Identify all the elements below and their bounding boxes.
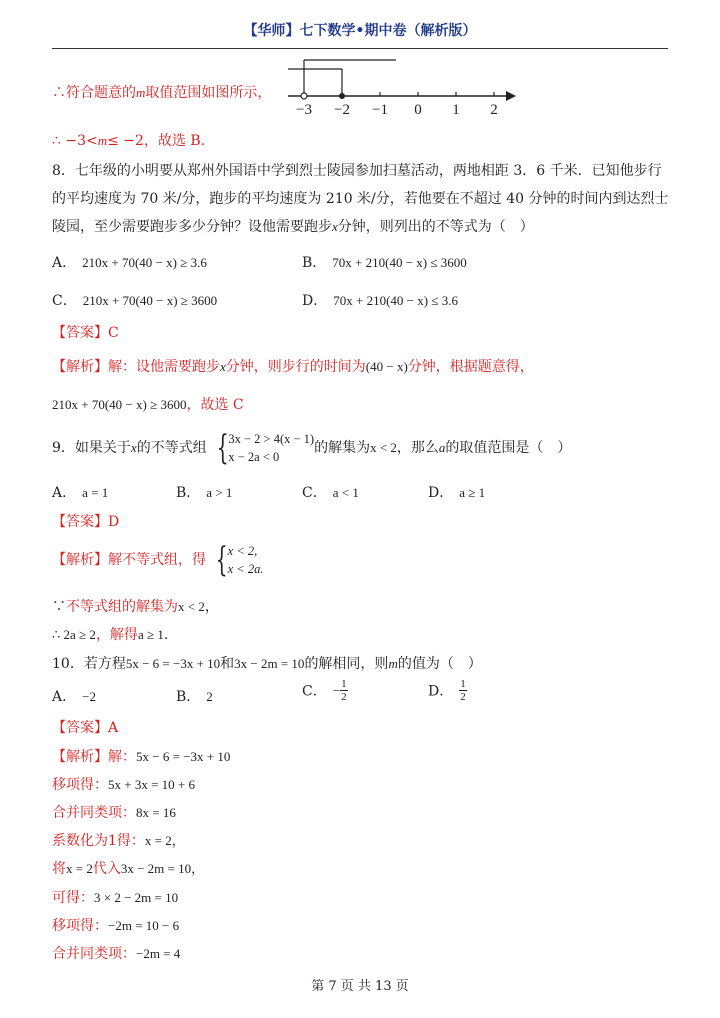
header-title: 【华师】七下数学•期中卷（解析版）	[243, 23, 477, 39]
prev-conclusion	[52, 82, 271, 102]
q10-step-8	[52, 943, 180, 963]
prev-conclusion-rest: 取值范围如图所示，	[145, 85, 272, 101]
q10-step-2-expr: 5x + 3x = 10 + 6	[108, 777, 195, 792]
q10-option-b-label: B．	[176, 689, 201, 705]
q8-option-c-label: C．	[52, 293, 77, 309]
q8-option-a[interactable]	[52, 252, 207, 272]
number-line-tick-label: −2	[334, 102, 350, 118]
q9-therefore-end: .	[163, 627, 169, 643]
q10-option-a-label: A．	[52, 689, 77, 705]
q8-analysis-var: x	[220, 359, 226, 374]
q9-stem-c: 的解集为	[314, 440, 371, 456]
q10-option-d[interactable]	[428, 678, 467, 703]
q10-stem-var: m	[388, 656, 398, 671]
q10-step-3-expr: 8x = 16	[136, 805, 176, 820]
q10-stem-d: 的值为（ ）	[397, 656, 482, 672]
q9-system-line-2: x − 2a < 0	[228, 450, 280, 464]
q9-option-a[interactable]	[52, 482, 108, 502]
q8-stem-var: x	[332, 219, 338, 234]
q9-option-c-label: C．	[302, 485, 327, 501]
q9-analysis	[52, 542, 264, 578]
q9-stem-var: x	[130, 440, 137, 455]
q8-option-b-label: B．	[302, 255, 327, 271]
number-line-tick-label: −3	[296, 102, 312, 118]
q10-step-7	[52, 915, 179, 935]
q10-option-c[interactable]	[302, 678, 348, 703]
q8-option-d[interactable]	[302, 290, 458, 310]
q9-stem	[52, 430, 571, 466]
q9-stem-e: 的取值范围是（ ）	[445, 440, 572, 456]
q9-option-d-label: D．	[428, 485, 454, 501]
q8-option-b[interactable]	[302, 252, 467, 272]
prev-final-m: m	[97, 133, 108, 148]
q8-stem-line-2: 的平均速度为 70 米/分，跑步的平均速度为 210 米/分，若他要在不超过 40 分钟的时间内到达烈士	[52, 191, 669, 207]
q8-equation-end: ，故选 C	[186, 397, 244, 413]
q10-option-c-sign: −	[332, 682, 341, 698]
q8-option-c-text: 210x + 70(40 − x) ≥ 3600	[82, 293, 218, 308]
q10-step-3	[52, 802, 176, 822]
q10-step-4-expr: x = 2，	[144, 833, 185, 848]
prev-conclusion-text: ∴符合题意的	[52, 85, 136, 101]
q9-system	[228, 430, 314, 466]
q9-solution-system	[228, 542, 264, 578]
q9-option-d-text: a ≥ 1	[459, 485, 486, 500]
q8-stem-line-1: 8．七年级的小明要从郑州外国语中学到烈士陵园参加扫墓活动，两地相距 3．6 千米．已知他步行	[52, 163, 662, 179]
q9-because-expr: x < 2	[178, 599, 205, 614]
q8-option-c[interactable]	[52, 290, 217, 310]
prev-final-rest: ≤ −2，故选 B.	[107, 133, 206, 149]
q8-stem-3a: 陵园，至少需要跑步多少分钟？设他需要跑步	[52, 219, 332, 235]
q10-step-7-expr: −2m = 10 − 6	[108, 918, 180, 933]
page-number: 第 7 页 共 13 页	[311, 979, 409, 994]
q10-step-8-expr: −2m = 4	[136, 946, 181, 961]
open-point	[301, 93, 307, 99]
q10-option-c-label: C．	[302, 683, 327, 700]
q8-option-a-label: A．	[52, 255, 77, 271]
q10-step-5-label: 将	[52, 861, 66, 877]
q8-analysis-expr: (40 − x)	[365, 359, 408, 374]
q10-option-d-label: D．	[428, 683, 454, 700]
number-line-tick-label: 1	[452, 102, 460, 118]
closed-point	[339, 93, 345, 99]
q9-analysis-head: 【解析】解不等式组，得	[52, 552, 206, 568]
q10-step-2-label: 移项得：	[52, 777, 108, 793]
q9-system-line-1: 3x − 2 > 4(x − 1)	[228, 432, 315, 446]
q10-step-1-label: 【解析】解：	[52, 749, 136, 765]
q9-therefore-result: a ≥ 1	[137, 627, 164, 642]
q10-stem-c: 的解相同，则	[304, 656, 389, 672]
q9-option-a-label: A．	[52, 485, 77, 501]
q10-step-3-label: 合并同类项：	[52, 805, 136, 821]
q9-therefore	[52, 624, 168, 644]
q9-option-d[interactable]	[428, 482, 485, 502]
q10-option-b-text: 2	[206, 689, 213, 704]
q8-option-d-text: 70x + 210(40 − x) ≤ 3.6	[333, 293, 458, 308]
q9-option-c-text: a < 1	[332, 485, 359, 500]
q9-system-brace: {	[216, 428, 229, 468]
q8-equation	[52, 394, 244, 414]
q8-option-d-label: D．	[302, 293, 328, 309]
q10-step-6-expr: 3 × 2 − 2m = 10	[94, 890, 179, 905]
q9-solution-brace: {	[215, 540, 228, 580]
q10-equation-1: 5x − 6 = −3x + 10	[125, 656, 221, 671]
q10-option-c-numerator: 1	[341, 678, 347, 690]
prev-final-text: ∴ −3<	[52, 133, 98, 149]
prev-conclusion-var: m	[136, 85, 146, 100]
q10-step-5-expr2: 3x − 2m = 10，	[120, 861, 205, 876]
q10-step-1	[52, 746, 230, 766]
q9-solution-line-2: x < 2a.	[227, 562, 264, 576]
q9-stem-b: 的不等式组	[136, 440, 207, 456]
q9-option-c[interactable]	[302, 482, 359, 502]
number-line-tick-label: 2	[490, 102, 498, 118]
q9-because-text: 不等式组的解集为	[66, 599, 178, 615]
number-line-tick-label: −1	[372, 102, 388, 118]
q9-stem-d: ，那么	[396, 440, 439, 456]
q10-step-4-label: 系数化为1得：	[52, 833, 145, 849]
q10-step-8-label: 合并同类项：	[52, 946, 136, 962]
prev-final	[52, 130, 205, 150]
q9-option-b-label: B．	[176, 485, 201, 501]
number-line-arrow	[506, 91, 516, 101]
q10-step-5	[52, 858, 204, 878]
q9-answer: 【答案】D	[52, 514, 120, 530]
q8-equation-expr: 210x + 70(40 − x) ≥ 3600	[52, 397, 187, 412]
q10-step-2	[52, 774, 195, 794]
q10-step-7-label: 移项得：	[52, 918, 108, 934]
q10-step-5-label2: 代入	[92, 861, 121, 877]
number-line-tick-label: 0	[414, 102, 422, 118]
q9-because-end: ，	[204, 599, 219, 615]
q9-option-a-text: a = 1	[82, 485, 109, 500]
q10-option-c-denominator: 2	[341, 691, 347, 703]
q10-step-4	[52, 830, 185, 850]
q9-option-b-text: a > 1	[206, 485, 233, 500]
q10-option-d-denominator: 2	[460, 691, 466, 703]
q8-option-b-text: 70x + 210(40 − x) ≤ 3600	[332, 255, 467, 270]
q10-option-b[interactable]	[176, 686, 213, 706]
q10-option-c-fraction	[340, 678, 348, 703]
q10-option-a-text: −2	[82, 689, 96, 704]
q9-therefore-text: ，解得	[95, 627, 138, 643]
q9-because	[52, 596, 219, 616]
q10-stem-b: 和	[220, 656, 235, 672]
q10-option-d-fraction	[459, 678, 467, 703]
q10-step-6-label: 可得：	[52, 890, 94, 906]
q9-stem-a-var: a	[438, 440, 446, 455]
q9-therefore-expr: ∴ 2a ≥ 2	[52, 627, 96, 642]
q10-step-1-expr: 5x − 6 = −3x + 10	[136, 749, 231, 764]
q8-stem-3b: 分钟，则列出的不等式为（ ）	[337, 219, 534, 235]
q8-analysis-end: 分钟，根据题意得，	[407, 359, 534, 375]
q8-analysis	[52, 356, 534, 376]
q10-answer: 【答案】A	[52, 720, 119, 736]
q8-stem-line-3	[52, 216, 534, 236]
q8-answer: 【答案】C	[52, 325, 119, 341]
header-divider	[52, 48, 668, 49]
q10-step-6	[52, 887, 178, 907]
q8-option-a-text: 210x + 70(40 − x) ≥ 3.6	[82, 255, 207, 270]
q9-because-symbol: ∵	[52, 599, 66, 615]
q10-step-5-expr: x = 2	[66, 861, 93, 876]
q8-analysis-mid: 分钟，则步行的时间为	[225, 359, 366, 375]
q8-analysis-head: 【解析】解：设他需要跑步	[52, 359, 220, 375]
q10-stem-a: 10．若方程	[52, 656, 126, 672]
number-line	[280, 56, 530, 118]
q10-option-d-numerator: 1	[460, 678, 466, 690]
q9-option-b[interactable]	[176, 482, 232, 502]
q10-equation-2: 3x − 2m = 10	[234, 656, 305, 671]
q9-stem-solution: x < 2	[370, 440, 397, 455]
q9-stem-a: 9．如果关于	[52, 440, 131, 456]
q10-stem	[52, 653, 482, 673]
q9-solution-line-1: x < 2,	[227, 544, 258, 558]
q10-option-a[interactable]	[52, 686, 96, 706]
